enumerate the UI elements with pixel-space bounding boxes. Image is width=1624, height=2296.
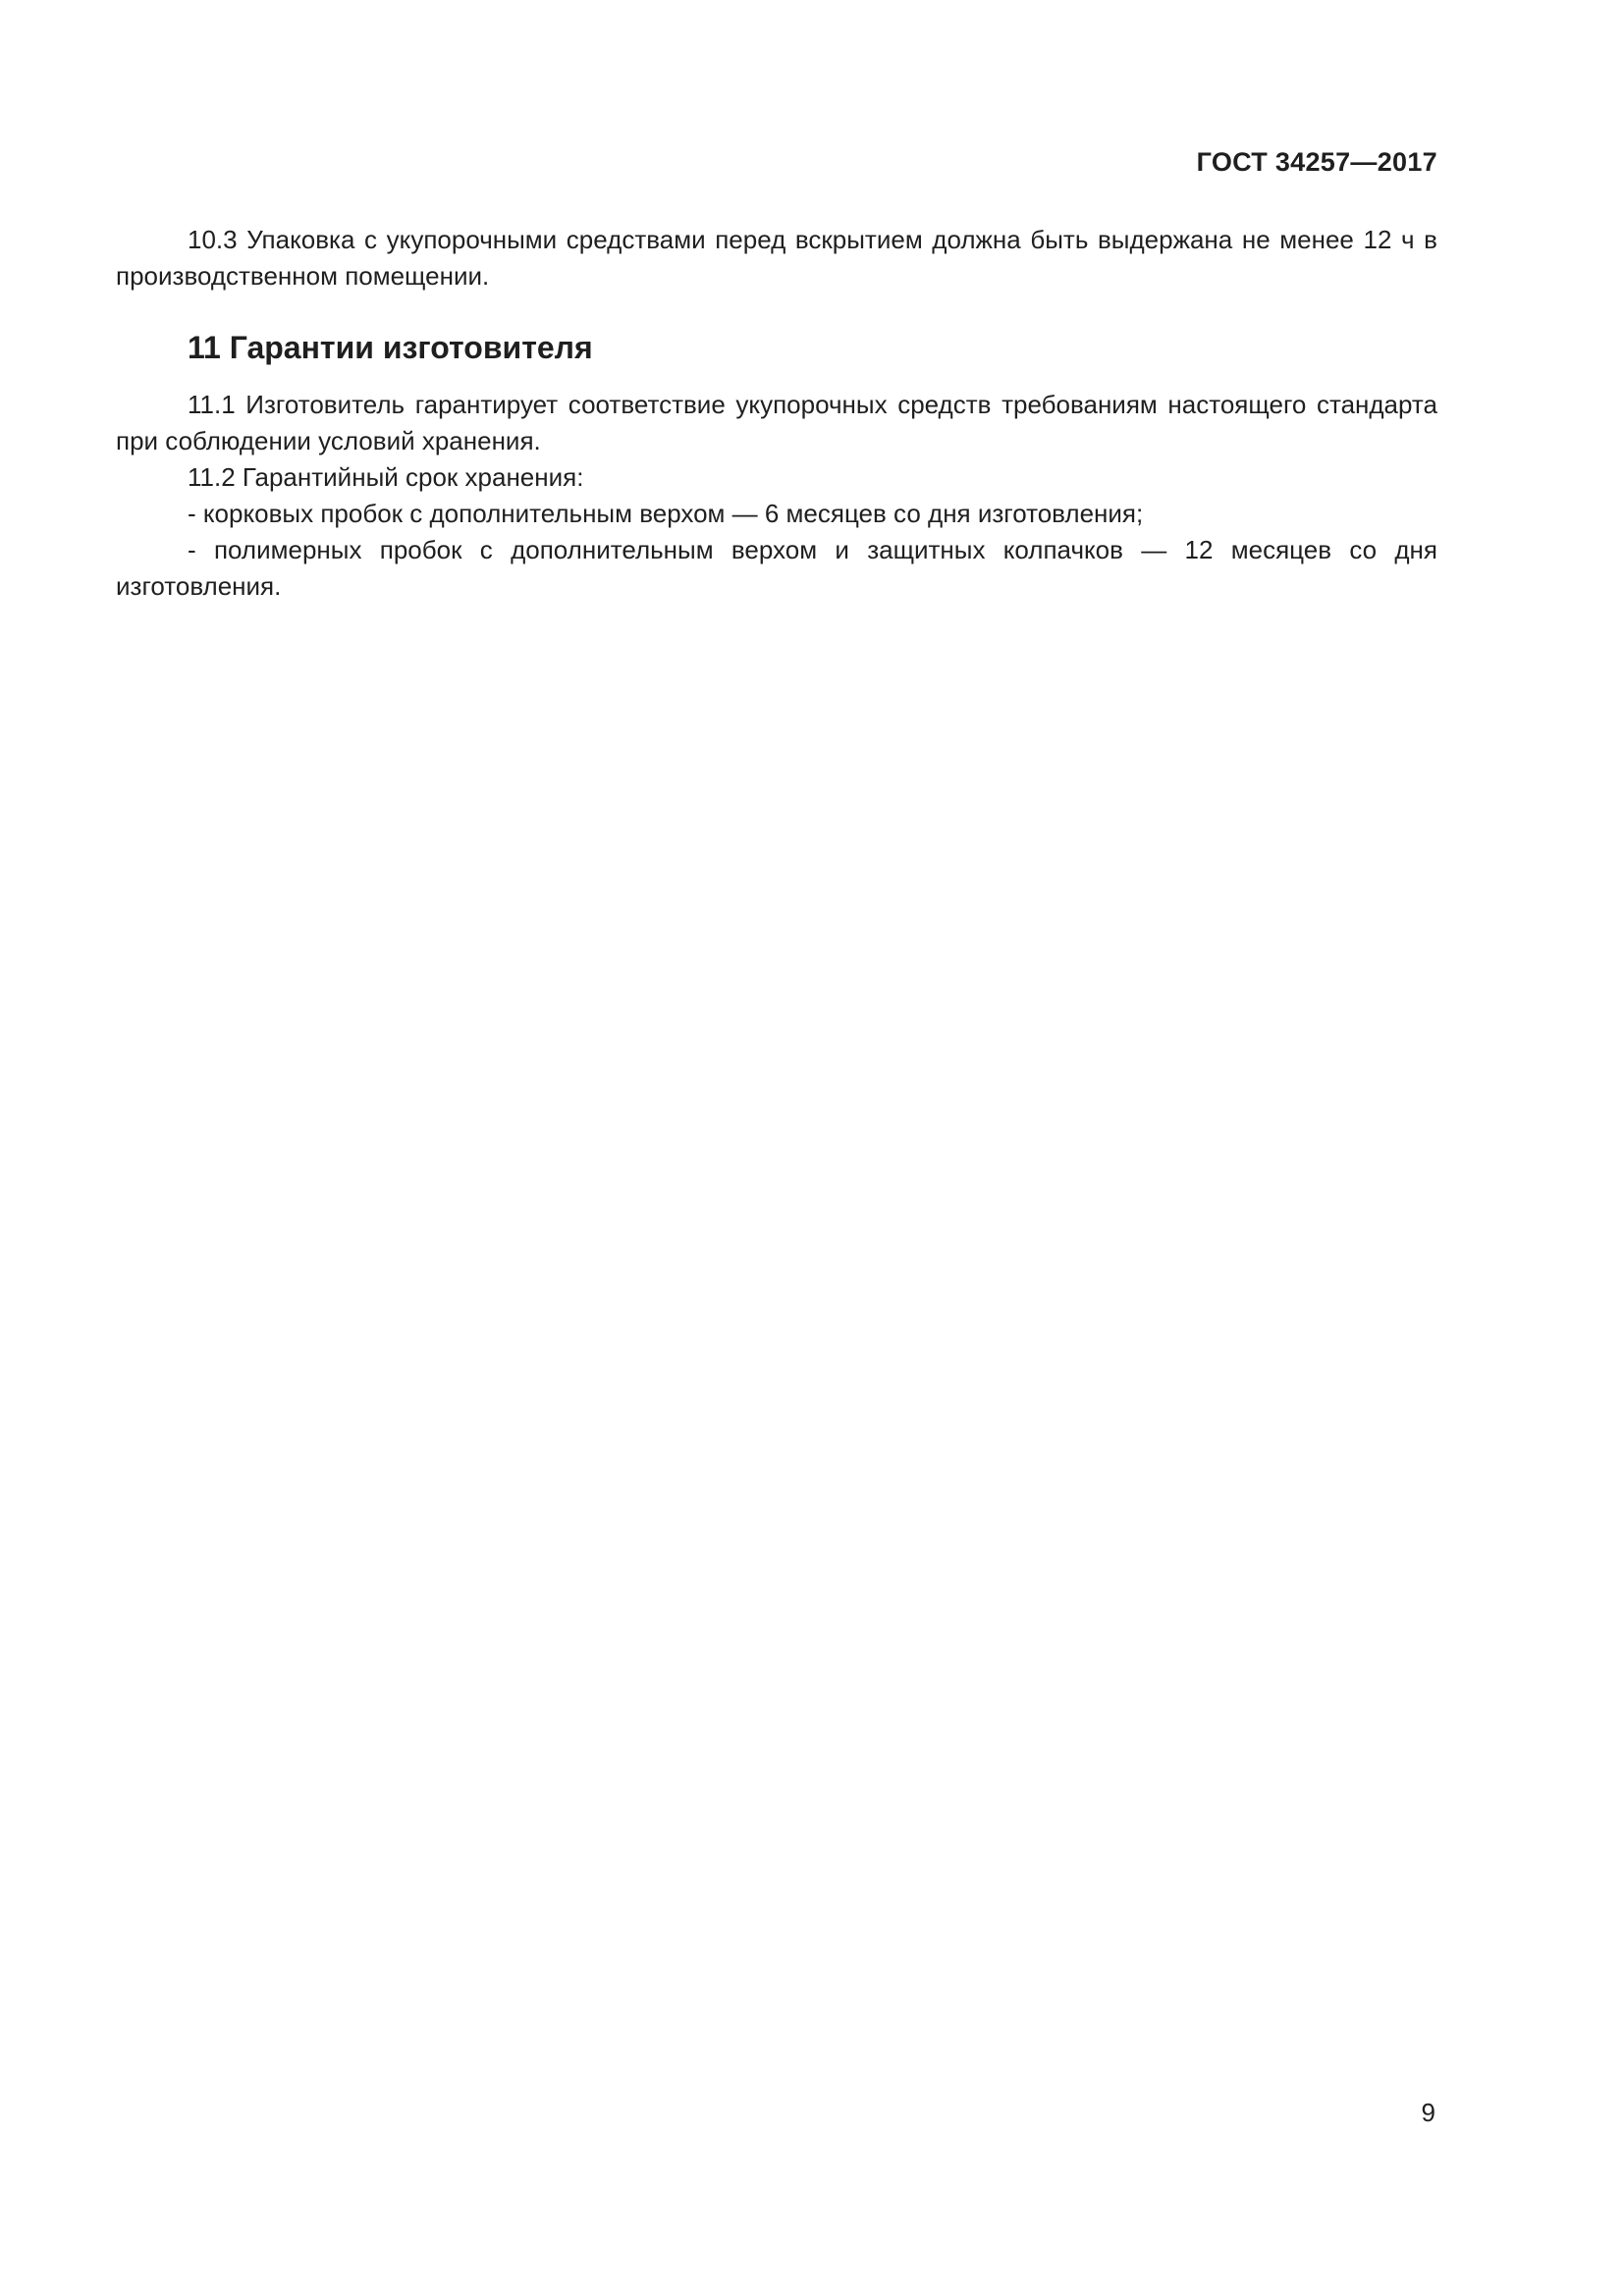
page-number: 9 — [1421, 2098, 1435, 2127]
list-item-cork-stoppers: - корковых пробок с дополнительным верхом — 6 месяцев со дня изготовления; — [188, 499, 1144, 528]
paragraph-11-2: 11.2 Гарантийный срок хранения: — [188, 462, 584, 492]
document-code-header: ГОСТ 34257—2017 — [1196, 147, 1437, 177]
page-content — [116, 222, 1437, 605]
paragraph-10-3: 10.3 Упаковка с укупорочными средствами перед вскрытием должна быть выдержана не менее 12 ч в производственном помещении. — [116, 225, 1437, 291]
section-11-title: 11 Гарантии изготовителя — [188, 330, 593, 365]
paragraph-11-1: 11.1 Изготовитель гарантирует соответствие укупорочных средств требованиям настоящего стандарта при соблюдении условий хранения. — [116, 390, 1437, 455]
list-item-polymer-stoppers: - полимерных пробок с дополнительным верхом и защитных колпачков — 12 месяцев со дня изготовления. — [116, 535, 1437, 601]
